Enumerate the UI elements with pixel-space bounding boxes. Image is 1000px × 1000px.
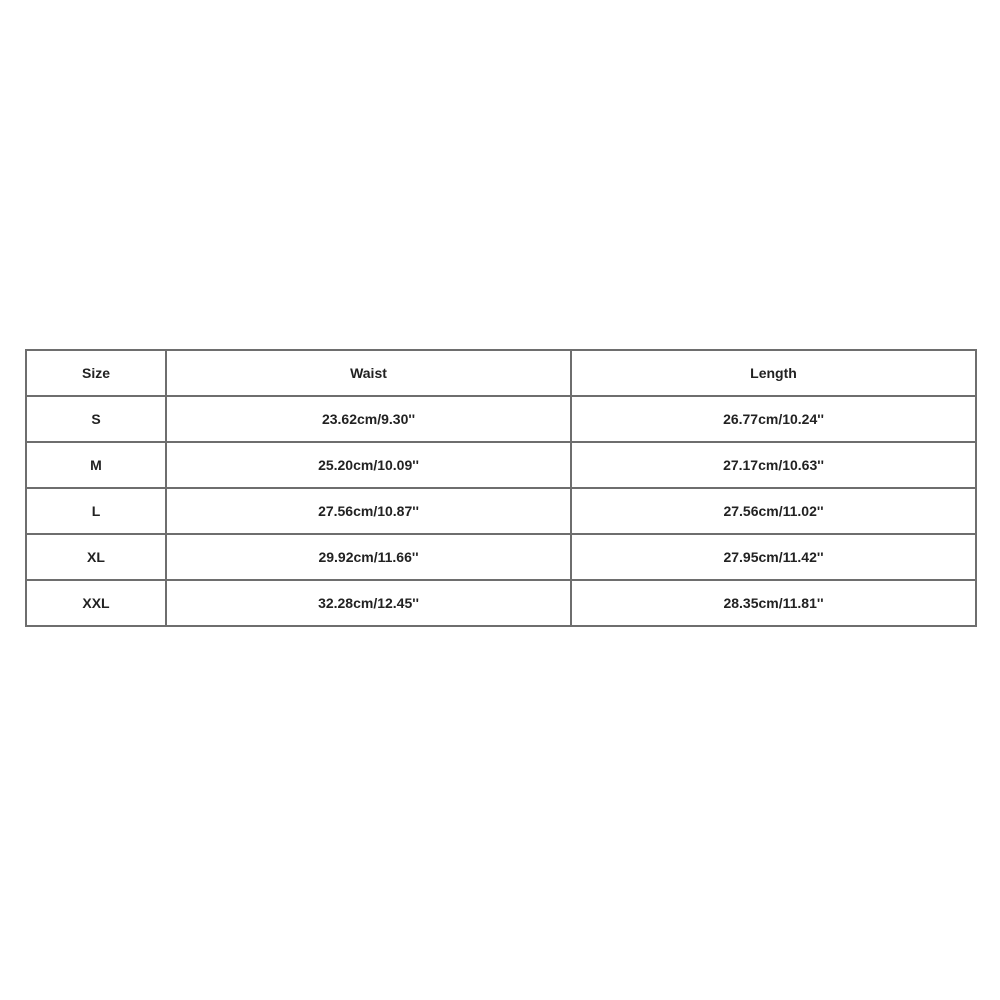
table-row (26, 488, 976, 534)
table-row (26, 396, 976, 442)
cell-size: XL (26, 534, 166, 580)
cell-size: S (26, 396, 166, 442)
header-waist: Waist (166, 350, 571, 396)
cell-size: XXL (26, 580, 166, 626)
cell-waist: 32.28cm/12.45'' (166, 580, 571, 626)
cell-length: 27.56cm/11.02'' (571, 488, 976, 534)
cell-waist: 23.62cm/9.30'' (166, 396, 571, 442)
cell-waist: 25.20cm/10.09'' (166, 442, 571, 488)
size-chart-table (25, 349, 977, 627)
cell-length: 27.17cm/10.63'' (571, 442, 976, 488)
cell-length: 27.95cm/11.42'' (571, 534, 976, 580)
header-size: Size (26, 350, 166, 396)
cell-waist: 29.92cm/11.66'' (166, 534, 571, 580)
table-header-row (26, 350, 976, 396)
cell-waist: 27.56cm/10.87'' (166, 488, 571, 534)
cell-size: M (26, 442, 166, 488)
table-row (26, 442, 976, 488)
cell-size: L (26, 488, 166, 534)
cell-length: 26.77cm/10.24'' (571, 396, 976, 442)
header-length: Length (571, 350, 976, 396)
table-row (26, 580, 976, 626)
table-row (26, 534, 976, 580)
cell-length: 28.35cm/11.81'' (571, 580, 976, 626)
